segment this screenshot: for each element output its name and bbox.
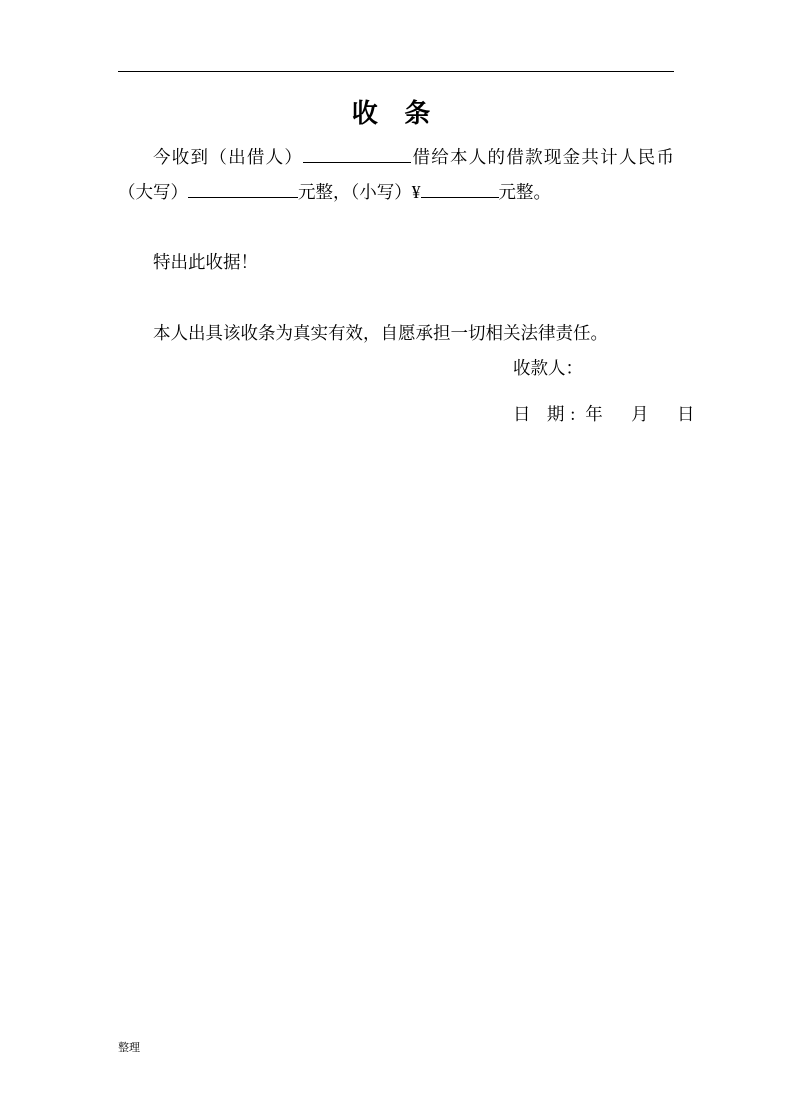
paragraph-spacer-1 (118, 210, 674, 245)
statement-segment-3: 元整，（小写）¥ (298, 182, 421, 202)
statement-segment-2: 借给本人的借款现金共计人民币（大写） (118, 147, 675, 202)
footer-note: 整理 (118, 1042, 140, 1054)
statement-segment-4: 元整。 (498, 182, 551, 202)
date-fields: 年 月 日 (585, 404, 707, 424)
amount-in-figures-blank[interactable] (421, 180, 499, 199)
receipt-note-paragraph: 特出此收据！ (153, 252, 258, 272)
document-body (118, 140, 674, 351)
receipt-statement-paragraph (118, 140, 674, 210)
paragraph-spacer-2 (118, 280, 674, 316)
legal-liability-paragraph: 本人出具该收条为真实有效，自愿承担一切相关法律责任。 (153, 323, 608, 343)
amount-in-words-blank[interactable] (188, 180, 298, 199)
date-label: 日 期: (513, 404, 582, 424)
page-title: 收 条 (351, 99, 441, 128)
statement-segment-1: 今收到（出借人） (153, 147, 304, 167)
lender-name-blank[interactable] (303, 145, 411, 164)
payee-label: 收款人： (513, 358, 583, 378)
date-line (513, 391, 707, 437)
signature-block (513, 345, 707, 437)
header-divider (118, 71, 674, 72)
